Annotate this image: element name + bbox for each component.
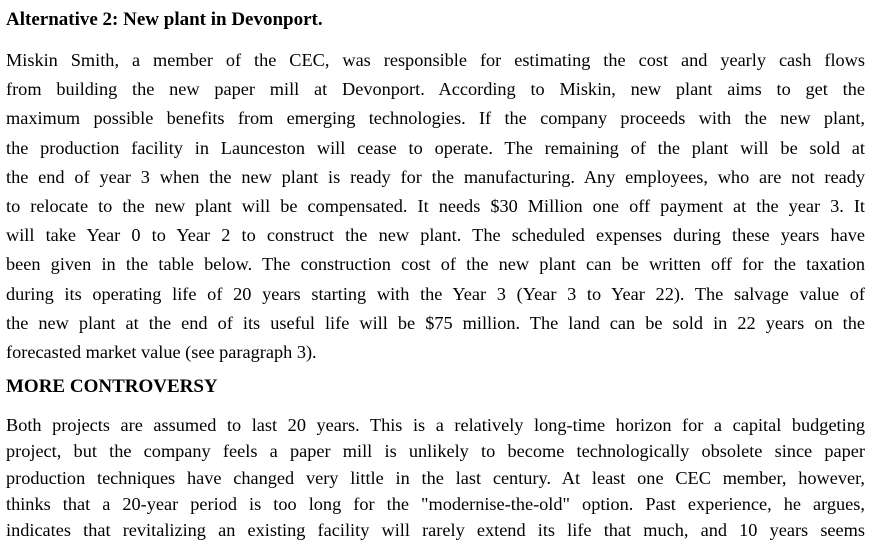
paragraph-more-controversy [6,412,865,543]
section-heading-alternative-2: Alternative 2: New plant in Devonport. [6,9,323,30]
paragraph-line: to relocate to the new plant will be compensated. It needs $30 Million one off payment at the year 3. It [6,196,865,217]
paragraph-line: Miskin Smith, a member of the CEC, was responsible for estimating the cost and yearly cash flows [6,50,865,70]
paragraph-line: the end of year 3 when the new plant is ready for the manufacturing. Any employees, who are not ready [6,166,865,187]
document-page [6,0,865,543]
paragraph-line: forecasted market value (see paragraph 3). [6,342,317,363]
paragraph-line: the production facility in Launceston will cease to operate. The remaining of the plant will be sold at [6,137,865,158]
paragraph-line: the new plant at the end of its useful life will be $75 million. The land can be sold in 22 years on the [6,312,865,333]
section-heading-more-controversy: MORE CONTROVERSY [6,376,218,398]
paragraph-line: during its operating life of 20 years starting with the Year 3 (Year 3 to Year 22). The salvage value of [6,283,865,304]
paragraph-line: from building the new paper mill at Devonport. According to Miskin, new plant aims to get the [6,79,865,100]
paragraph-line: been given in the table below. The construction cost of the new plant can be written off for the taxation [6,254,865,275]
paragraph-alternative-2 [6,46,865,367]
paragraph-line: maximum possible benefits from emerging technologies. If the company proceeds with the new plant, [6,108,865,129]
paragraph-line: Both projects are assumed to last 20 years. This is a relatively long-time horizon for a capital budgeting [6,415,865,436]
paragraph-line: production techniques have changed very little in the last century. At least one CEC member, however, [6,467,865,488]
paragraph-line: project, but the company feels a paper mill is unlikely to become technologically obsolete since paper [6,441,865,462]
paragraph-line: indicates that revitalizing an existing facility will rarely extend its life that much, and 10 years seems [6,520,865,541]
paragraph-line: thinks that a 20-year period is too long for the "modernise-the-old" option. Past experience, he argues, [6,493,865,514]
paragraph-line: will take Year 0 to Year 2 to construct the new plant. The scheduled expenses during these years have [6,225,865,246]
